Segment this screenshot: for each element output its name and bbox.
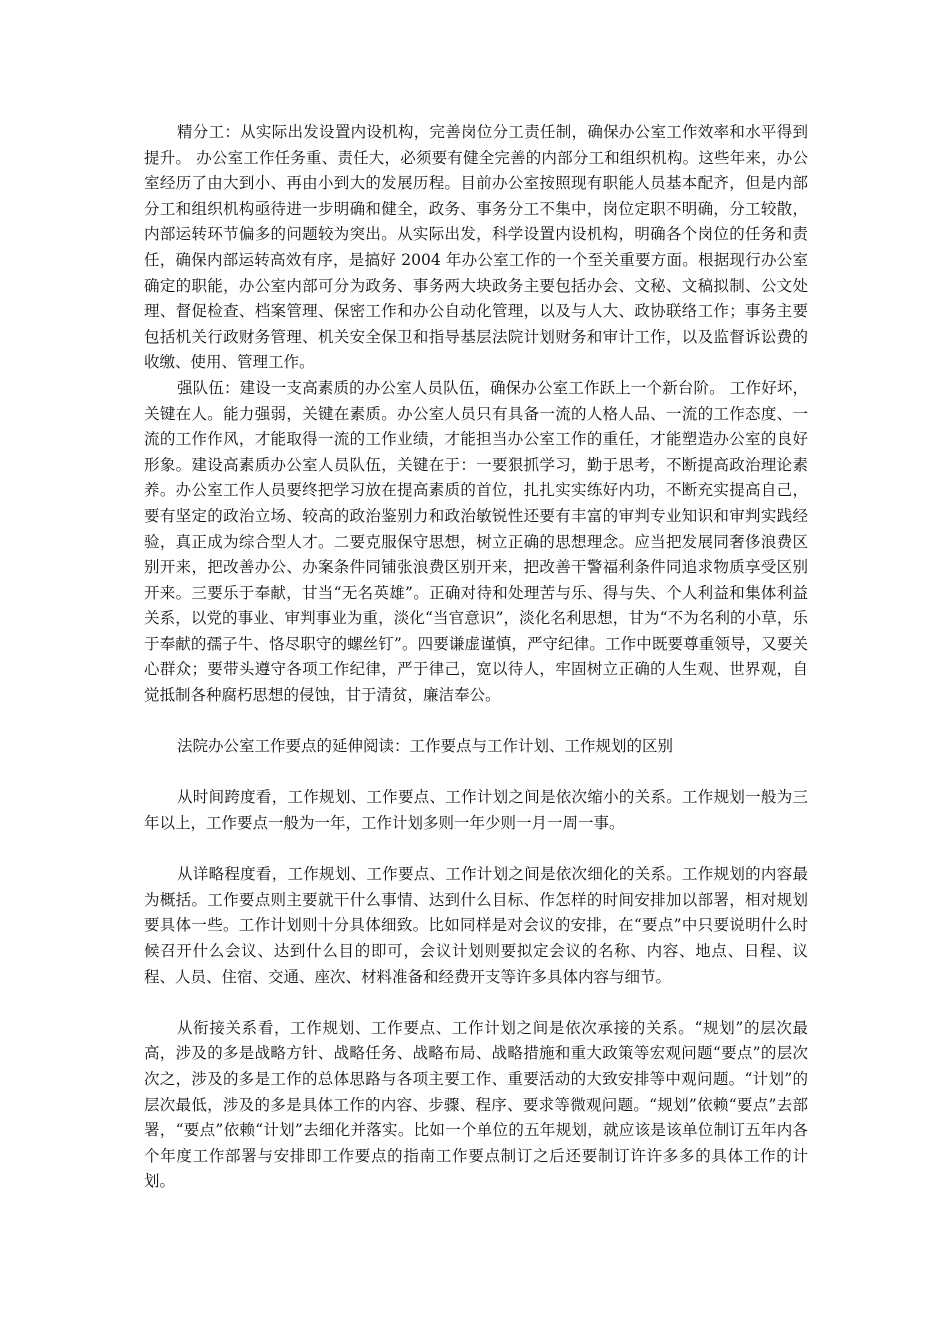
section-heading-extended-reading: 法院办公室工作要点的延伸阅读：工作要点与工作计划、工作规划的区别 [177,737,674,756]
document-body [144,120,808,1195]
paragraph-team-building: 强队伍：建设一支高素质的办公室人员队伍，确保办公室工作跃上一个新台阶。 工作好坏，关键在人。能力强弱，关键在素质。办公室人员只有具备一流的人格人品、一流的工作态度、一流的工作作风，才能取得一流的工作业绩，才能担当办公室工作的重任，才能塑造办公室的良好形象。建设高素质办公室人员队伍，关键在于：一要狠抓学习，勤于思考，不断提高政治理论素养。办公室工作人员要终把学习放在提高素质的首位，扎扎实实练好内功，不断充实提高自己，要有坚定的政治立场、较高的政治鉴别力和政治敏锐性还要有丰富的审判专业知识和审判实践经验，真正成为综合型人才。二要克服保守思想，树立正确的思想理念。应当把发展同奢侈浪费区别开来，把改善办公、办案条件同铺张浪费区别开来，把改善干警福利条件同追求物质享受区别开来。三要乐于奉献，甘当“无名英雄”。正确对待和处理苦与乐、得与失、个人利益和集体利益关系，以党的事业、审判事业为重，淡化“当官意识”，淡化名利思想，甘为“不为名利的小草，乐于奉献的孺子牛、恪尽职守的螺丝钉”。四要谦虚谨慎，严守纪律。工作中既要尊重领导，又要关心群众；要带头遵守各项工作纪律，严于律己，宽以待人，牢固树立正确的人生观、世界观，自觉抵制各种腐朽思想的侵蚀，甘于清贫，廉洁奉公。 [144,378,808,705]
paragraph-detail-level: 从详略程度看，工作规划、工作要点、工作计划之间是依次细化的关系。工作规划的内容最为概括。工作要点则主要就干什么事情、达到什么目标、作怎样的时间安排加以部署，相对规划要具体一些。工作计划则十分具体细致。比如同样是对会议的安排，在“要点”中只要说明什么时候召开什么会议、达到什么目的即可，会议计划则要拟定会议的名称、内容、地点、日程、议程、人员、住宿、交通、座次、材料准备和经费开支等许多具体内容与细节。 [144,865,808,986]
paragraph-spacer [144,709,808,735]
paragraph-spacer [144,990,808,1016]
paragraph-linkage: 从衔接关系看，工作规划、工作要点、工作计划之间是依次承接的关系。“规划”的层次最高，涉及的多是战略方针、战略任务、战略布局、战略措施和重大政策等宏观问题“要点”的层次次之，涉及的多是工作的总体思路与各项主要工作、重要活动的大致安排等中观问题。“计划”的层次最低，涉及的多是具体工作的内容、步骤、程序、要求等微观问题。“规划”依赖“要点”去部署，“要点”依赖“计划”去细化并落实。比如一个单位的五年规划，就应该是该单位制订五年内各个年度工作部署与安排即工作要点的指南工作要点制订之后还要制订许许多多的具体工作的计划。 [144,1018,808,1191]
paragraph-spacer [144,760,808,786]
paragraph-spacer [144,837,808,863]
paragraph-division-of-work: 精分工：从实际出发设置内设机构，完善岗位分工责任制，确保办公室工作效率和水平得到提升。 办公室工作任务重、责任大，必须要有健全完善的内部分工和组织机构。这些年来，办公室经历了由大到小、再由小到大的发展历程。目前办公室按照现有职能人员基本配齐，但是内部分工和组织机构亟待进一步明确和健全，政务、事务分工不集中，岗位定职不明确，分工较散，内部运转环节偏多的问题较为突出。从实际出发，科学设置内设机构，明确各个岗位的任务和责任，确保内部运转高效有序，是搞好 2004 年办公室工作的一个至关重要方面。根据现行办公室确定的职能，办公室内部可分为政务、事务两大块政务主要包括办会、文秘、文稿拟制、公文处理、督促检查、档案管理、保密工作和办公自动化管理，以及与人大、政协联络工作；事务主要包括机关行政财务管理、机关安全保卫和指导基层法院计划财务和审计工作，以及监督诉讼费的收缴、使用、管理工作。 [144,123,808,372]
paragraph-time-span: 从时间跨度看，工作规划、工作要点、工作计划之间是依次缩小的关系。工作规划一般为三年以上，工作要点一般为一年，工作计划多则一年少则一月一周一事。 [144,788,808,833]
